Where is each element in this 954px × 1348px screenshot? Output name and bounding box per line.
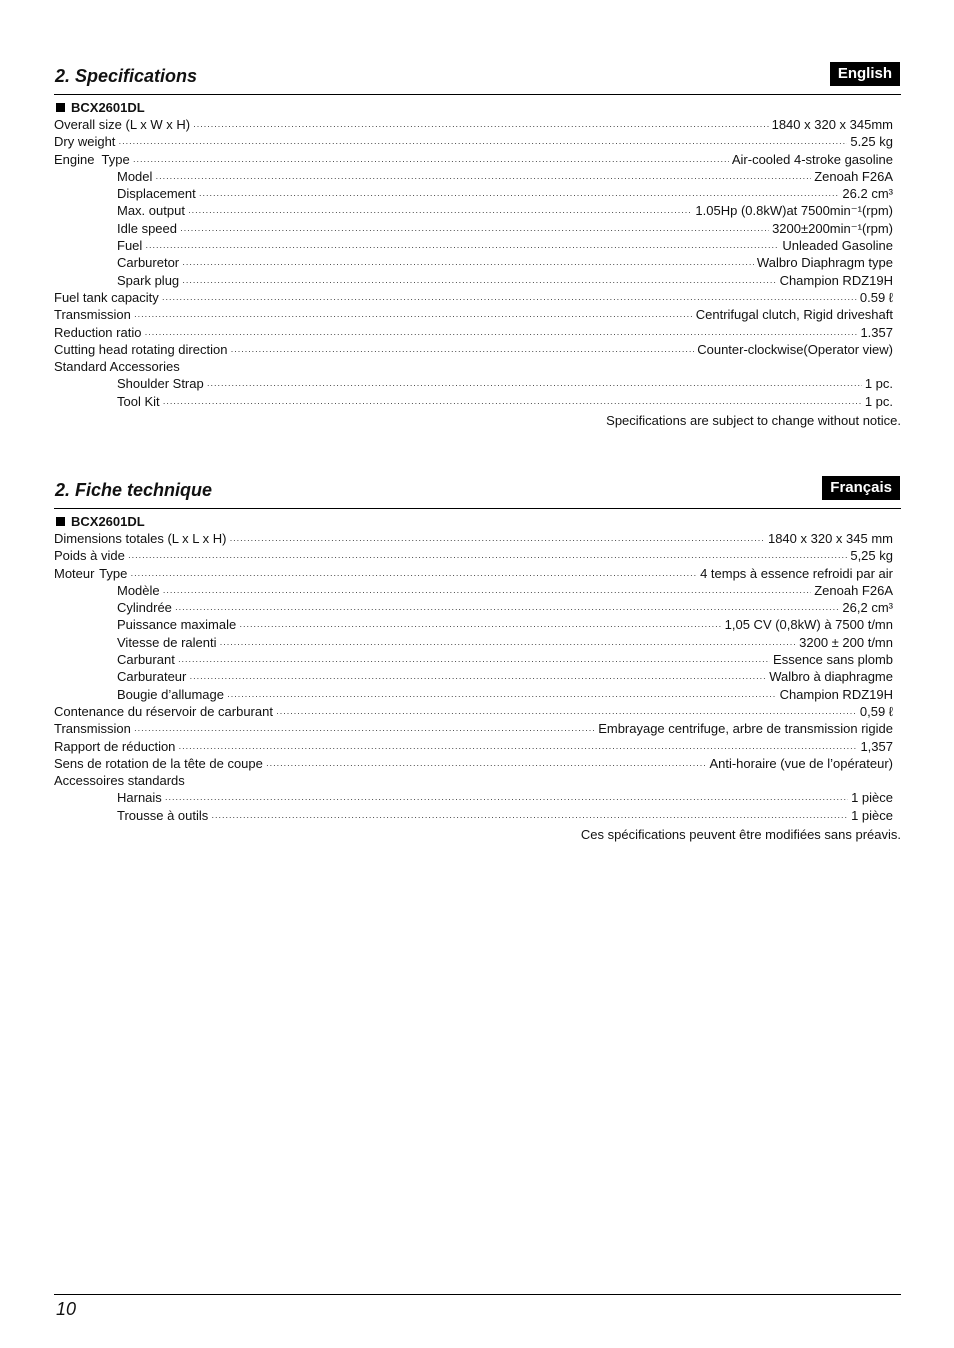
dot-leader [230, 343, 694, 360]
dot-leader [207, 377, 862, 394]
spec-label: Dry weight [54, 134, 116, 150]
spec-row [54, 237, 893, 254]
square-bullet-icon [56, 103, 65, 112]
spec-label: Trousse à outils [117, 807, 209, 823]
dot-leader [134, 308, 693, 325]
spec-value: Champion RDZ19H [779, 272, 893, 288]
language-badge: Français [822, 476, 900, 500]
spec-value: 1,357 [860, 738, 893, 754]
spec-label: Type [99, 565, 128, 581]
spec-row [54, 772, 893, 789]
spec-row [54, 547, 893, 564]
spec-row [54, 755, 893, 772]
dot-leader [134, 722, 595, 739]
spec-row [54, 289, 893, 306]
section-header [54, 476, 901, 509]
spec-note: Ces spécifications peuvent être modifiées sans préavis. [580, 827, 901, 843]
spec-label: Max. output [117, 203, 185, 219]
spec-subheading: Accessoires standards [54, 773, 185, 789]
spec-value: 1840 x 320 x 345mm [771, 117, 893, 132]
spec-label: Transmission [54, 721, 131, 737]
spec-row [54, 789, 893, 806]
model-line [54, 99, 901, 116]
spec-value: Anti-horaire (vue de l’opérateur) [709, 755, 893, 771]
spec-label: Idle speed [117, 220, 177, 236]
spec-row [54, 358, 893, 375]
spec-value: 4 temps à essence refroidi par air [700, 565, 893, 581]
model-line [54, 513, 901, 530]
spec-value: Unleaded Gasoline [782, 238, 893, 254]
spec-label: Modèle [117, 582, 160, 598]
spec-value: 1.05Hp (0.8kW)at 7500min⁻¹(rpm) [695, 203, 893, 219]
dot-leader [193, 118, 769, 135]
dot-leader [130, 567, 697, 584]
spec-value: Air-cooled 4-stroke gasoline [731, 151, 893, 167]
spec-row [54, 651, 893, 668]
dot-leader [239, 618, 721, 635]
spec-value: 1 pièce [851, 807, 893, 823]
spec-row [54, 272, 893, 289]
spec-row [54, 185, 893, 202]
spec-value: 1 pièce [851, 790, 893, 806]
spec-row [54, 738, 893, 755]
spec-row [54, 686, 893, 703]
section-title: 2. Specifications [55, 66, 198, 86]
language-badge: English [830, 62, 900, 86]
spec-value: Zenoah F26A [814, 168, 893, 184]
spec-label: Tool Kit [117, 393, 160, 409]
spec-value: 1 pc. [864, 393, 893, 409]
spec-row [54, 582, 893, 599]
dot-leader [211, 809, 848, 826]
dot-leader [182, 256, 754, 273]
section-title: 2. Fiche technique [55, 480, 213, 500]
model-name: BCX2601DL [71, 514, 145, 529]
spec-row [54, 703, 893, 720]
dot-leader [163, 584, 812, 601]
spec-label: Poids à vide [54, 548, 125, 564]
spec-value: 3200 ± 200 t/mn [799, 634, 893, 650]
spec-row [54, 530, 893, 547]
spec-value: Zenoah F26A [814, 582, 893, 598]
spec-label: Puissance maximale [117, 617, 237, 633]
spec-value: 5.25 kg [850, 134, 893, 150]
dot-leader [145, 239, 779, 256]
section-header [54, 62, 901, 95]
spec-value: 0,59 ℓ [859, 703, 893, 719]
spec-label: Overall size (L x W x H) [54, 117, 191, 132]
spec-label: Contenance du réservoir de carburant [54, 703, 273, 719]
spec-label: Cylindrée [117, 600, 172, 616]
spec-label: Rapport de réduction [54, 738, 176, 754]
spec-row [54, 668, 893, 685]
spec-row [54, 306, 893, 323]
page-number: 10 [56, 1299, 77, 1319]
spec-label: Shoulder Strap [117, 376, 204, 392]
spec-label: Model [117, 168, 153, 184]
dot-leader [182, 274, 776, 291]
spec-value: Walbro Diaphragm type [756, 255, 893, 271]
dot-leader [266, 757, 707, 774]
spec-row [54, 324, 893, 341]
spec-value: Champion RDZ19H [779, 686, 893, 702]
spec-row [54, 116, 893, 133]
spec-rows [54, 530, 893, 824]
spec-rows [54, 116, 893, 410]
dot-leader [133, 153, 729, 170]
spec-label: Cutting head rotating direction [54, 341, 228, 357]
spec-row [54, 393, 893, 410]
spec-value: 1840 x 320 x 345 mm [767, 531, 893, 546]
spec-subheading: Standard Accessories [54, 359, 180, 375]
spec-row [54, 341, 893, 358]
spec-value: 5,25 kg [850, 548, 893, 564]
dot-leader [165, 791, 848, 808]
spec-label: Carburant [117, 652, 175, 668]
spec-row [54, 599, 893, 616]
spec-value: Walbro à diaphragme [769, 669, 893, 685]
spec-value: 3200±200min⁻¹(rpm) [772, 220, 893, 236]
spec-group-label: Engine [54, 151, 95, 167]
spec-value: 1,05 CV (0,8kW) à 7500 t/mn [724, 617, 893, 633]
spec-value: Centrifugal clutch, Rigid driveshaft [695, 307, 893, 323]
dot-leader [163, 395, 862, 412]
dot-leader [178, 653, 770, 670]
specifications-section-english [54, 62, 901, 430]
spec-value: Counter-clockwise(Operator view) [697, 341, 893, 357]
spec-label: Carburetor [117, 255, 180, 271]
spec-row [54, 220, 893, 237]
spec-label: Transmission [54, 307, 131, 323]
spec-group-label: Moteur [54, 565, 95, 581]
spec-value: 1 pc. [864, 376, 893, 392]
dot-leader [180, 222, 769, 239]
spec-label: Bougie d’allumage [117, 686, 224, 702]
spec-value: 26,2 cm³ [842, 600, 893, 616]
dot-leader [188, 204, 692, 221]
spec-label: Fuel tank capacity [54, 289, 159, 305]
spec-value: 1.357 [860, 324, 893, 340]
spec-row [54, 807, 893, 824]
model-name: BCX2601DL [71, 100, 145, 115]
spec-row [54, 168, 893, 185]
spec-value: 26.2 cm³ [842, 186, 893, 202]
spec-label: Type [101, 151, 130, 167]
spec-value: Essence sans plomb [773, 652, 893, 668]
dot-leader [229, 532, 765, 549]
spec-label: Spark plug [117, 272, 180, 288]
spec-value: 0.59 ℓ [859, 289, 893, 305]
spec-row [54, 720, 893, 737]
spec-row [54, 151, 893, 168]
square-bullet-icon [56, 517, 65, 526]
spec-label: Sens de rotation de la tête de coupe [54, 755, 263, 771]
dot-leader [227, 688, 777, 705]
spec-label: Displacement [117, 186, 196, 202]
dot-leader [155, 170, 811, 187]
spec-row [54, 133, 893, 150]
spec-row [54, 254, 893, 271]
spec-label: Fuel [117, 238, 143, 254]
spec-note: Specifications are subject to change without notice. [606, 413, 901, 429]
spec-label: Harnais [117, 790, 162, 806]
spec-label: Dimensions totales (L x L x H) [54, 531, 227, 546]
specifications-section-french [54, 476, 901, 844]
spec-row [54, 565, 893, 582]
spec-value: Embrayage centrifuge, arbre de transmission rigide [598, 721, 893, 737]
spec-row [54, 375, 893, 392]
spec-label: Reduction ratio [54, 324, 142, 340]
dot-leader [189, 670, 766, 687]
spec-row [54, 202, 893, 219]
spec-row [54, 616, 893, 633]
dot-leader [220, 636, 797, 653]
footer-rule [54, 1294, 901, 1295]
spec-row [54, 634, 893, 651]
spec-label: Carburateur [117, 669, 187, 685]
spec-label: Vitesse de ralenti [117, 634, 217, 650]
